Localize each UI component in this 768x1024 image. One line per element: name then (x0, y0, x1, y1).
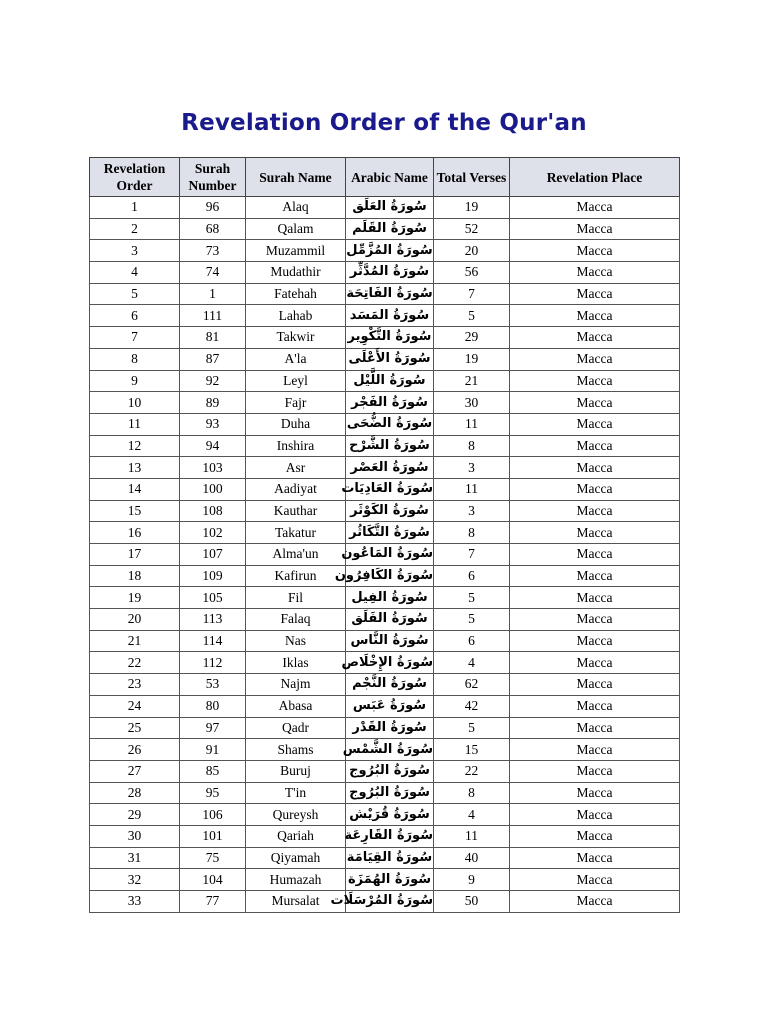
table-row (90, 630, 680, 652)
revelation-order-table (89, 157, 680, 913)
cell-revelation-order: 19 (90, 587, 180, 609)
cell-revelation-order: 6 (90, 305, 180, 327)
cell-surah-name: Alaq (246, 197, 346, 219)
table-row (90, 370, 680, 392)
cell-revelation-place: Macca (510, 869, 680, 891)
table-row (90, 609, 680, 631)
cell-surah-number: 104 (180, 869, 246, 891)
cell-revelation-order: 27 (90, 760, 180, 782)
cell-revelation-place: Macca (510, 413, 680, 435)
table-row (90, 674, 680, 696)
cell-revelation-order: 13 (90, 457, 180, 479)
table-header (90, 158, 680, 197)
table-row (90, 327, 680, 349)
header-revelation-place: Revelation Place (510, 158, 680, 197)
cell-surah-number: 53 (180, 674, 246, 696)
table-row (90, 565, 680, 587)
cell-surah-number: 81 (180, 327, 246, 349)
cell-total-verses: 56 (434, 262, 510, 284)
cell-surah-number: 101 (180, 825, 246, 847)
cell-surah-name: Takatur (246, 522, 346, 544)
cell-revelation-place: Macca (510, 674, 680, 696)
page-title: Revelation Order of the Qur'an (181, 110, 587, 136)
cell-arabic-name: سُورَةُ الأَعْلَى (346, 348, 434, 370)
cell-revelation-order: 21 (90, 630, 180, 652)
cell-surah-number: 85 (180, 760, 246, 782)
cell-revelation-place: Macca (510, 695, 680, 717)
cell-surah-number: 74 (180, 262, 246, 284)
cell-surah-number: 96 (180, 197, 246, 219)
table-row (90, 847, 680, 869)
cell-total-verses: 19 (434, 348, 510, 370)
cell-total-verses: 11 (434, 825, 510, 847)
cell-revelation-order: 25 (90, 717, 180, 739)
cell-revelation-order: 16 (90, 522, 180, 544)
cell-revelation-order: 28 (90, 782, 180, 804)
cell-surah-name: Fatehah (246, 283, 346, 305)
table-row (90, 435, 680, 457)
table-row (90, 240, 680, 262)
cell-total-verses: 7 (434, 283, 510, 305)
cell-revelation-place: Macca (510, 392, 680, 414)
cell-revelation-place: Macca (510, 630, 680, 652)
cell-surah-name: Nas (246, 630, 346, 652)
cell-surah-number: 80 (180, 695, 246, 717)
cell-revelation-place: Macca (510, 457, 680, 479)
cell-total-verses: 50 (434, 891, 510, 913)
cell-revelation-place: Macca (510, 327, 680, 349)
cell-surah-number: 68 (180, 218, 246, 240)
table-row (90, 544, 680, 566)
table-row (90, 478, 680, 500)
revelation-order-table-container (89, 157, 679, 913)
cell-revelation-order: 4 (90, 262, 180, 284)
cell-total-verses: 21 (434, 370, 510, 392)
table-row (90, 695, 680, 717)
cell-arabic-name: سُورَةُ المَسَد (346, 305, 434, 327)
cell-total-verses: 5 (434, 305, 510, 327)
cell-surah-number: 112 (180, 652, 246, 674)
cell-total-verses: 7 (434, 544, 510, 566)
cell-arabic-name: سُورَةُ البُرُوج (346, 760, 434, 782)
cell-surah-number: 106 (180, 804, 246, 826)
cell-surah-number: 87 (180, 348, 246, 370)
table-row (90, 218, 680, 240)
cell-total-verses: 62 (434, 674, 510, 696)
cell-revelation-order: 30 (90, 825, 180, 847)
cell-arabic-name: سُورَةُ الشَّمْس (346, 739, 434, 761)
cell-total-verses: 4 (434, 652, 510, 674)
cell-revelation-order: 33 (90, 891, 180, 913)
cell-surah-name: Humazah (246, 869, 346, 891)
cell-revelation-order: 7 (90, 327, 180, 349)
cell-total-verses: 30 (434, 392, 510, 414)
cell-revelation-order: 26 (90, 739, 180, 761)
cell-revelation-order: 12 (90, 435, 180, 457)
cell-surah-number: 75 (180, 847, 246, 869)
cell-total-verses: 9 (434, 869, 510, 891)
cell-arabic-name: سُورَةُ عَبَس (346, 695, 434, 717)
cell-revelation-order: 10 (90, 392, 180, 414)
cell-arabic-name: سُورَةُ الفَجْر (346, 392, 434, 414)
cell-surah-number: 73 (180, 240, 246, 262)
cell-revelation-place: Macca (510, 218, 680, 240)
cell-total-verses: 5 (434, 587, 510, 609)
cell-revelation-place: Macca (510, 760, 680, 782)
cell-revelation-order: 24 (90, 695, 180, 717)
cell-surah-number: 92 (180, 370, 246, 392)
cell-revelation-place: Macca (510, 587, 680, 609)
cell-revelation-place: Macca (510, 500, 680, 522)
cell-revelation-order: 23 (90, 674, 180, 696)
cell-revelation-place: Macca (510, 825, 680, 847)
table-row (90, 197, 680, 219)
cell-surah-name: Duha (246, 413, 346, 435)
cell-arabic-name: سُورَةُ البُرُوج (346, 782, 434, 804)
header-row (90, 158, 680, 197)
cell-revelation-place: Macca (510, 522, 680, 544)
cell-arabic-name: سُورَةُ اللَّيْل (346, 370, 434, 392)
cell-arabic-name: سُورَةُ النَّاس (346, 630, 434, 652)
cell-total-verses: 8 (434, 435, 510, 457)
header-revelation-order: Revelation Order (90, 158, 180, 197)
cell-surah-number: 95 (180, 782, 246, 804)
cell-revelation-order: 32 (90, 869, 180, 891)
cell-surah-number: 100 (180, 478, 246, 500)
cell-arabic-name: سُورَةُ القِيَامَة (346, 847, 434, 869)
cell-surah-name: A'la (246, 348, 346, 370)
cell-arabic-name: سُورَةُ العَلَق (346, 197, 434, 219)
cell-surah-number: 93 (180, 413, 246, 435)
cell-surah-name: Kafirun (246, 565, 346, 587)
cell-total-verses: 15 (434, 739, 510, 761)
cell-total-verses: 5 (434, 717, 510, 739)
cell-surah-name: Fil (246, 587, 346, 609)
cell-revelation-place: Macca (510, 240, 680, 262)
cell-revelation-place: Macca (510, 370, 680, 392)
table-row (90, 587, 680, 609)
cell-revelation-place: Macca (510, 804, 680, 826)
cell-revelation-order: 2 (90, 218, 180, 240)
cell-arabic-name: سُورَةُ قُرَيْش (346, 804, 434, 826)
cell-surah-name: Falaq (246, 609, 346, 631)
cell-total-verses: 40 (434, 847, 510, 869)
cell-surah-number: 89 (180, 392, 246, 414)
table-row (90, 739, 680, 761)
table-row (90, 717, 680, 739)
cell-surah-number: 1 (180, 283, 246, 305)
cell-arabic-name: سُورَةُ الفِيل (346, 587, 434, 609)
cell-revelation-place: Macca (510, 565, 680, 587)
cell-surah-name: Qiyamah (246, 847, 346, 869)
cell-surah-name: Muzammil (246, 240, 346, 262)
table-row (90, 283, 680, 305)
cell-revelation-order: 5 (90, 283, 180, 305)
table-row (90, 457, 680, 479)
cell-surah-number: 107 (180, 544, 246, 566)
cell-arabic-name: سُورَةُ الفَلَق (346, 609, 434, 631)
cell-revelation-order: 18 (90, 565, 180, 587)
cell-total-verses: 11 (434, 413, 510, 435)
cell-total-verses: 42 (434, 695, 510, 717)
cell-surah-number: 91 (180, 739, 246, 761)
cell-arabic-name: سُورَةُ القَدْر (346, 717, 434, 739)
cell-total-verses: 29 (434, 327, 510, 349)
cell-arabic-name: سُورَةُ الفَاتِحَة (346, 283, 434, 305)
cell-arabic-name: سُورَةُ الضُّحَى (346, 413, 434, 435)
header-surah-name: Surah Name (246, 158, 346, 197)
cell-surah-number: 109 (180, 565, 246, 587)
cell-surah-number: 111 (180, 305, 246, 327)
cell-revelation-order: 29 (90, 804, 180, 826)
cell-total-verses: 22 (434, 760, 510, 782)
cell-surah-name: Shams (246, 739, 346, 761)
table-row (90, 348, 680, 370)
cell-surah-name: Qureysh (246, 804, 346, 826)
cell-revelation-place: Macca (510, 739, 680, 761)
cell-surah-number: 108 (180, 500, 246, 522)
cell-arabic-name: سُورَةُ الإِخْلَاص (346, 652, 434, 674)
cell-revelation-order: 11 (90, 413, 180, 435)
cell-revelation-order: 14 (90, 478, 180, 500)
cell-revelation-order: 9 (90, 370, 180, 392)
cell-revelation-order: 1 (90, 197, 180, 219)
cell-surah-number: 102 (180, 522, 246, 544)
table-row (90, 825, 680, 847)
cell-arabic-name: سُورَةُ الهُمَزَة (346, 869, 434, 891)
cell-surah-name: Qariah (246, 825, 346, 847)
table-row (90, 522, 680, 544)
cell-revelation-place: Macca (510, 305, 680, 327)
cell-total-verses: 6 (434, 565, 510, 587)
cell-arabic-name: سُورَةُ التَّكَاثُر (346, 522, 434, 544)
cell-revelation-order: 17 (90, 544, 180, 566)
cell-surah-number: 97 (180, 717, 246, 739)
cell-total-verses: 20 (434, 240, 510, 262)
cell-arabic-name: سُورَةُ العَادِيَات (346, 478, 434, 500)
cell-revelation-order: 3 (90, 240, 180, 262)
table-row (90, 782, 680, 804)
table-row (90, 869, 680, 891)
cell-revelation-place: Macca (510, 782, 680, 804)
cell-surah-number: 94 (180, 435, 246, 457)
cell-surah-name: Iklas (246, 652, 346, 674)
cell-arabic-name: سُورَةُ القَلَم (346, 218, 434, 240)
cell-surah-number: 113 (180, 609, 246, 631)
cell-revelation-place: Macca (510, 197, 680, 219)
header-total-verses: Total Verses (434, 158, 510, 197)
cell-total-verses: 3 (434, 500, 510, 522)
cell-surah-number: 114 (180, 630, 246, 652)
table-row (90, 760, 680, 782)
cell-revelation-place: Macca (510, 348, 680, 370)
cell-surah-name: Leyl (246, 370, 346, 392)
cell-surah-number: 105 (180, 587, 246, 609)
cell-surah-name: Mursalat (246, 891, 346, 913)
cell-revelation-order: 8 (90, 348, 180, 370)
table-row (90, 262, 680, 284)
cell-surah-name: Qadr (246, 717, 346, 739)
cell-arabic-name: سُورَةُ المُزَّمِّل (346, 240, 434, 262)
cell-surah-name: Lahab (246, 305, 346, 327)
cell-total-verses: 4 (434, 804, 510, 826)
table-body (90, 197, 680, 913)
cell-revelation-place: Macca (510, 283, 680, 305)
cell-revelation-place: Macca (510, 891, 680, 913)
cell-revelation-place: Macca (510, 262, 680, 284)
table-row (90, 413, 680, 435)
cell-total-verses: 3 (434, 457, 510, 479)
cell-arabic-name: سُورَةُ التَّكْوِير (346, 327, 434, 349)
cell-revelation-order: 15 (90, 500, 180, 522)
table-row (90, 891, 680, 913)
cell-arabic-name: سُورَةُ الكَافِرُون (346, 565, 434, 587)
header-arabic-name: Arabic Name (346, 158, 434, 197)
cell-total-verses: 8 (434, 522, 510, 544)
cell-arabic-name: سُورَةُ المَاعُون (346, 544, 434, 566)
table-row (90, 804, 680, 826)
table-row (90, 652, 680, 674)
cell-surah-name: Kauthar (246, 500, 346, 522)
table-row (90, 500, 680, 522)
cell-revelation-place: Macca (510, 609, 680, 631)
cell-arabic-name: سُورَةُ الكَوْثَر (346, 500, 434, 522)
cell-arabic-name: سُورَةُ الشَّرْح (346, 435, 434, 457)
cell-surah-name: Qalam (246, 218, 346, 240)
cell-surah-name: T'in (246, 782, 346, 804)
cell-revelation-order: 20 (90, 609, 180, 631)
cell-surah-name: Inshira (246, 435, 346, 457)
cell-revelation-order: 31 (90, 847, 180, 869)
cell-surah-name: Mudathir (246, 262, 346, 284)
cell-arabic-name: سُورَةُ المُرْسَلَات (346, 891, 434, 913)
cell-surah-name: Alma'un (246, 544, 346, 566)
cell-revelation-place: Macca (510, 717, 680, 739)
cell-total-verses: 6 (434, 630, 510, 652)
cell-surah-name: Abasa (246, 695, 346, 717)
cell-total-verses: 52 (434, 218, 510, 240)
header-surah-number: Surah Number (180, 158, 246, 197)
cell-surah-number: 77 (180, 891, 246, 913)
table-row (90, 392, 680, 414)
cell-revelation-order: 22 (90, 652, 180, 674)
cell-total-verses: 11 (434, 478, 510, 500)
cell-total-verses: 19 (434, 197, 510, 219)
cell-surah-name: Aadiyat (246, 478, 346, 500)
table-row (90, 305, 680, 327)
cell-surah-number: 103 (180, 457, 246, 479)
cell-revelation-place: Macca (510, 478, 680, 500)
cell-surah-name: Takwir (246, 327, 346, 349)
cell-arabic-name: سُورَةُ العَصْر (346, 457, 434, 479)
cell-total-verses: 5 (434, 609, 510, 631)
cell-revelation-place: Macca (510, 544, 680, 566)
cell-arabic-name: سُورَةُ النَّجْم (346, 674, 434, 696)
cell-surah-name: Fajr (246, 392, 346, 414)
cell-revelation-place: Macca (510, 652, 680, 674)
cell-surah-name: Buruj (246, 760, 346, 782)
cell-arabic-name: سُورَةُ القَارِعَة (346, 825, 434, 847)
cell-total-verses: 8 (434, 782, 510, 804)
cell-revelation-place: Macca (510, 435, 680, 457)
cell-revelation-place: Macca (510, 847, 680, 869)
cell-arabic-name: سُورَةُ المُدَّثِّر (346, 262, 434, 284)
cell-surah-name: Asr (246, 457, 346, 479)
cell-surah-name: Najm (246, 674, 346, 696)
